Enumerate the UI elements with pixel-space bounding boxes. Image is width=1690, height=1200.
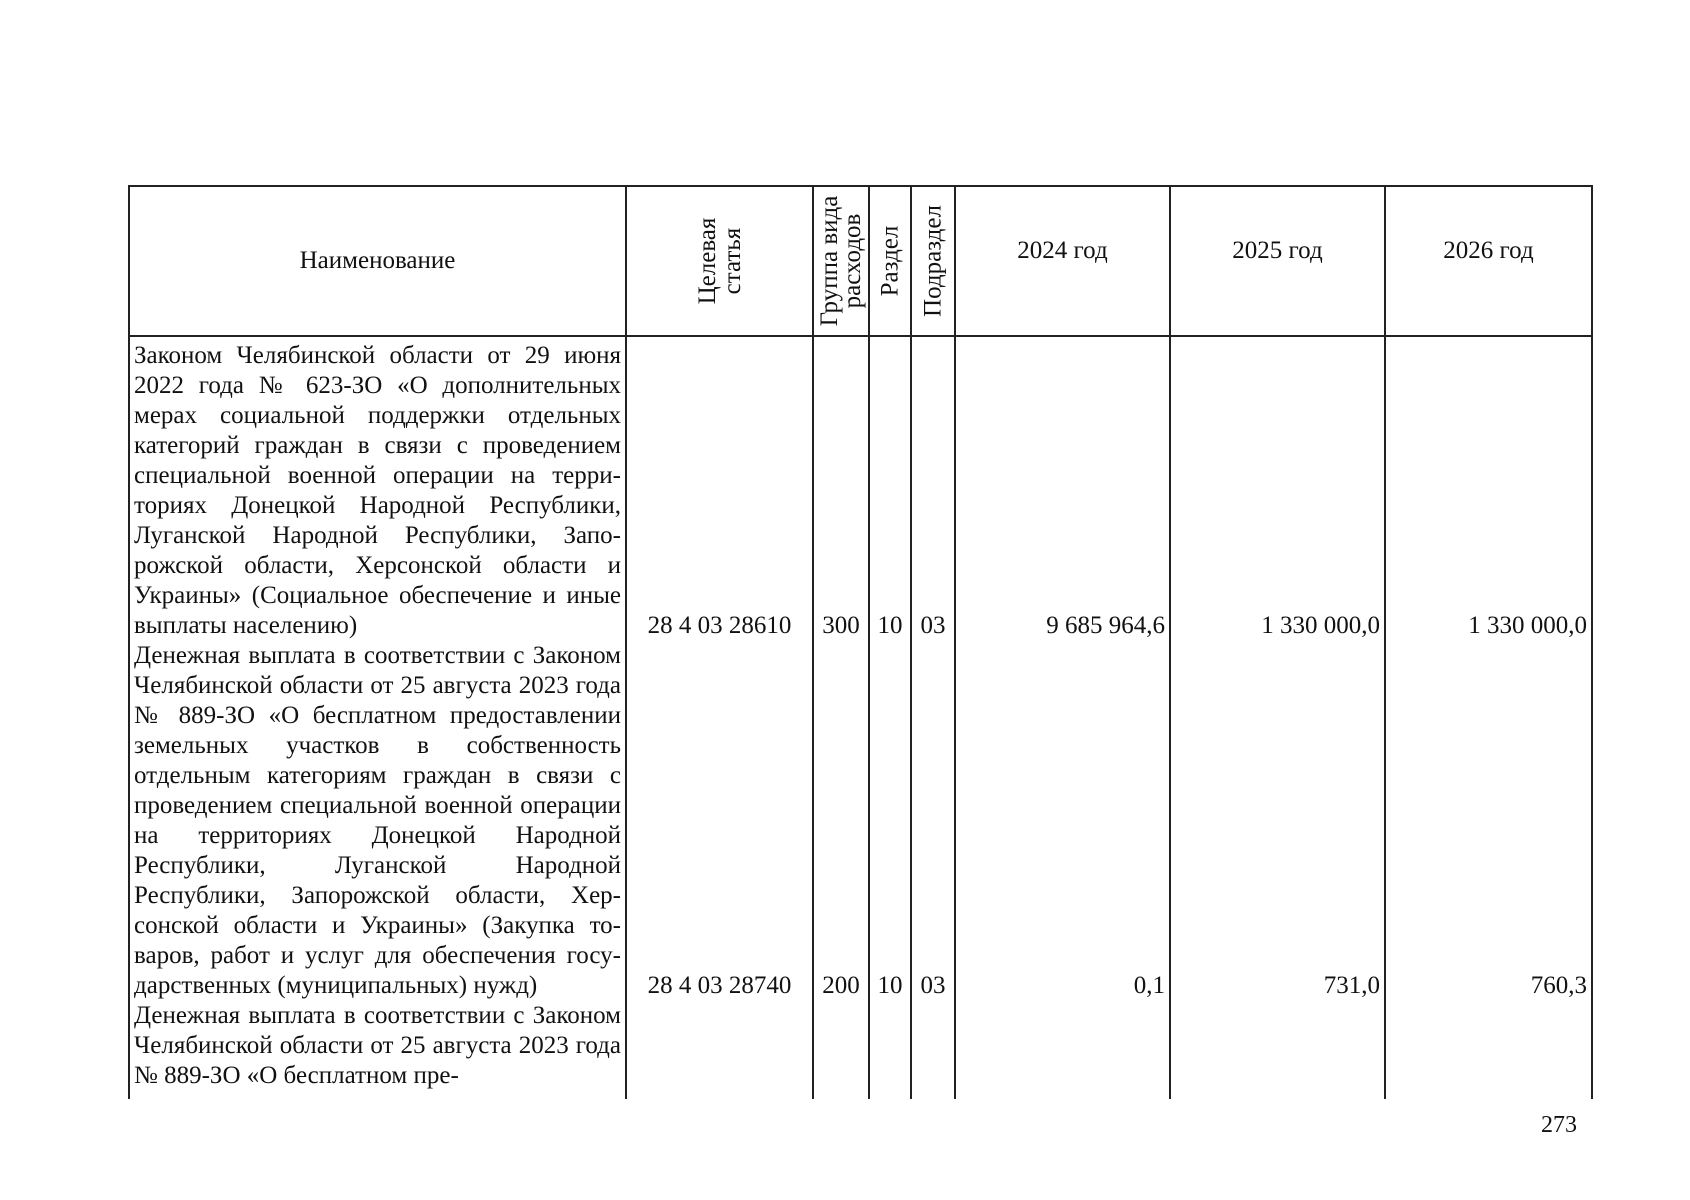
- header-section-label: Раздел: [876, 225, 904, 297]
- header-expense-group: [813, 186, 869, 336]
- amount-2025-cell: [1170, 1001, 1385, 1099]
- header-year-2026-label: 2026 год: [1443, 237, 1534, 264]
- header-year-2025: [1170, 186, 1385, 336]
- table-row: [129, 1001, 1592, 1099]
- header-subsection-label: Подраздел: [919, 205, 947, 317]
- header-year-2024-label: 2024 год: [1017, 237, 1108, 264]
- amount-2026-cell: 760,3: [1385, 641, 1592, 1001]
- header-target-article: [626, 186, 813, 336]
- header-row: [129, 186, 1592, 336]
- header-year-2024: [955, 186, 1170, 336]
- section-cell: 10: [869, 641, 911, 1001]
- expense-group-cell: 200: [813, 641, 869, 1001]
- amount-2024-cell: 9 685 964,6: [955, 336, 1170, 641]
- expense-group-cell: 300: [813, 336, 869, 641]
- header-section: [869, 186, 911, 336]
- page-number: 273: [1541, 1112, 1577, 1138]
- budget-table: [128, 185, 1593, 1099]
- header-name: [129, 186, 626, 336]
- amount-2025-cell: 1 330 000,0: [1170, 336, 1385, 641]
- subsection-cell: 03: [911, 641, 955, 1001]
- subsection-cell: [911, 1001, 955, 1099]
- target-article-cell: [626, 1001, 813, 1099]
- amount-2024-cell: 0,1: [955, 641, 1170, 1001]
- header-name-label: Наименование: [299, 247, 456, 274]
- amount-2026-cell: [1385, 1001, 1592, 1099]
- amount-2026-cell: 1 330 000,0: [1385, 336, 1592, 641]
- header-subsection: [911, 186, 955, 336]
- header-year-2025-label: 2025 год: [1232, 237, 1323, 264]
- table-row: [129, 641, 1592, 1001]
- row-name-cell: Денежная выплата в соответствии с Законом Челябинской области от 25 августа 2023 года № 889-ЗО «О бесплатном предоставлении земельных участков в собственность отдельным категориям граждан в связи с проведением специальной военной операции на территориях Донецкой Народной Республики, Луганской Народной Республики, Запорожской области, Херсонской области и Украины» (Закупка товаров, работ и услуг для обеспечения государственных (муниципальных) нужд): [129, 641, 626, 1001]
- subsection-cell: 03: [911, 336, 955, 641]
- target-article-cell: 28 4 03 28740: [626, 641, 813, 1001]
- target-article-cell: 28 4 03 28610: [626, 336, 813, 641]
- section-cell: [869, 1001, 911, 1099]
- header-year-2026: [1385, 186, 1592, 336]
- amount-2025-cell: 731,0: [1170, 641, 1385, 1001]
- section-cell: 10: [869, 336, 911, 641]
- amount-2024-cell: [955, 1001, 1170, 1099]
- row-name-cell: Денежная выплата в соответствии с Законом Челябинской области от 25 августа 2023 года № 889-ЗО «О бесплатном пре-: [129, 1001, 626, 1099]
- expense-group-cell: [813, 1001, 869, 1099]
- table-row: [129, 336, 1592, 641]
- row-name-cell: Законом Челябинской области от 29 июня 2022 года № 623-ЗО «О дополнительных мерах социальной поддержки отдельных категорий граждан в связи с проведением специальной военной операции на территориях Донецкой Народной Республики, Луганской Народной Республики, Запорожской области, Херсонской области и Украины» (Социальное обеспечение и иные выплаты населению): [129, 336, 626, 641]
- header-expense-group-label: Группа вида расходов: [816, 195, 866, 327]
- header-target-article-label: Целевая статья: [693, 217, 746, 305]
